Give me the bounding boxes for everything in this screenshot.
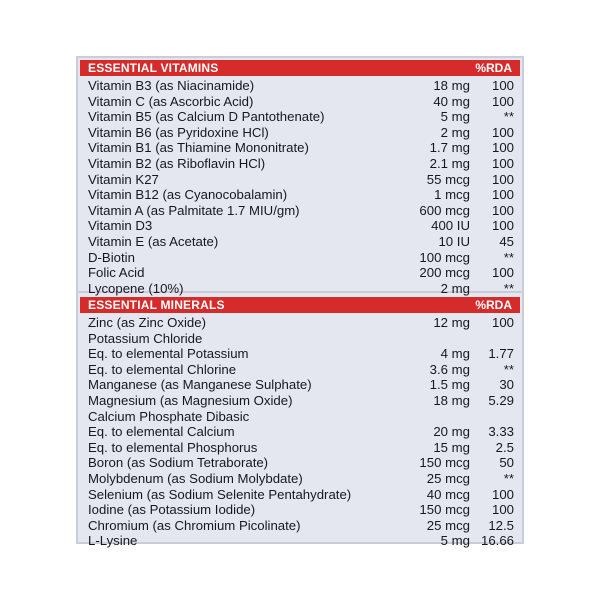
- nutrient-amount: 20 mg: [433, 424, 470, 440]
- table-row: [80, 218, 520, 234]
- nutrient-name: L-Lysine: [88, 533, 138, 549]
- nutrient-name: Vitamin A (as Palmitate 1.7 MIU/gm): [88, 202, 300, 218]
- nutrient-name: Vitamin B5 (as Calcium D Pantothenate): [88, 109, 325, 125]
- nutrient-rda: **: [503, 109, 514, 125]
- nutrient-rda: 100: [491, 218, 514, 234]
- table-row: [80, 440, 520, 456]
- nutrient-amount: 400 IU: [431, 218, 470, 234]
- table-row: [80, 203, 520, 219]
- minerals-rda-header: %RDA: [475, 298, 512, 312]
- table-row: [80, 125, 520, 141]
- vitamins-rows: [80, 78, 520, 296]
- nutrient-amount: 3.6 mg: [429, 361, 470, 377]
- nutrient-rda: 45: [499, 233, 514, 249]
- nutrient-name: Molybdenum (as Sodium Molybdate): [88, 470, 303, 486]
- nutrient-rda: 100: [491, 502, 514, 518]
- vitamins-title: ESSENTIAL VITAMINS: [88, 61, 219, 75]
- table-row: [80, 471, 520, 487]
- nutrient-amount: 55 mcg: [426, 171, 470, 187]
- nutrient-amount: 40 mg: [433, 93, 470, 109]
- nutrient-rda: 1.77: [488, 346, 514, 362]
- minerals-section: [80, 297, 520, 549]
- nutrient-amount: 600 mcg: [419, 202, 470, 218]
- nutrient-rda: 2.5: [495, 439, 514, 455]
- nutrient-name: Calcium Phosphate Dibasic: [88, 408, 250, 424]
- nutrient-rda: 5.29: [488, 392, 514, 408]
- nutrient-name: Eq. to elemental Calcium: [88, 424, 235, 440]
- nutrient-amount: 18 mg: [433, 78, 470, 93]
- table-row: [80, 94, 520, 110]
- table-row: [80, 172, 520, 188]
- nutrient-rda: 100: [491, 486, 514, 502]
- nutrient-name: Vitamin K27: [88, 171, 159, 187]
- nutrient-rda: 30: [499, 377, 514, 393]
- table-row: [80, 393, 520, 409]
- table-row: [80, 78, 520, 94]
- table-row: [80, 331, 520, 347]
- nutrient-rda: 100: [491, 93, 514, 109]
- nutrient-rda: 100: [491, 155, 514, 171]
- nutrient-amount: 4 mg: [440, 346, 470, 362]
- table-row: [80, 455, 520, 471]
- nutrient-name: Boron (as Sodium Tetraborate): [88, 455, 269, 471]
- nutrient-amount: 1.7 mg: [429, 140, 470, 156]
- table-row: [80, 377, 520, 393]
- table-row: [80, 187, 520, 203]
- nutrient-rda: 100: [491, 202, 514, 218]
- nutrient-rda: **: [503, 249, 514, 265]
- nutrient-amount: 100 mcg: [419, 249, 470, 265]
- table-row: [80, 346, 520, 362]
- minerals-rows: [80, 315, 520, 549]
- nutrient-amount: 12 mg: [433, 315, 470, 330]
- nutrient-amount: 2 mg: [440, 124, 470, 140]
- nutrient-amount: 200 mcg: [419, 265, 470, 281]
- nutrient-name: Eq. to elemental Chlorine: [88, 361, 237, 377]
- nutrient-rda: 100: [491, 187, 514, 203]
- nutrient-name: Eq. to elemental Phosphorus: [88, 439, 258, 455]
- nutrient-name: Vitamin B1 (as Thiamine Mononitrate): [88, 140, 309, 156]
- nutrient-rda: **: [503, 470, 514, 486]
- nutrient-name: Vitamin B12 (as Cyanocobalamin): [88, 187, 288, 203]
- nutrient-amount: 40 mcg: [426, 486, 470, 502]
- nutrient-name: D-Biotin: [88, 249, 135, 265]
- nutrient-name: Potassium Chloride: [88, 330, 203, 346]
- table-row: [80, 409, 520, 425]
- nutrient-rda: 100: [491, 265, 514, 281]
- table-row: [80, 109, 520, 125]
- table-row: [80, 362, 520, 378]
- nutrient-name: Vitamin C (as Ascorbic Acid): [88, 93, 254, 109]
- nutrient-amount: 2 mg: [440, 280, 470, 296]
- vitamins-section: [80, 60, 520, 296]
- table-row: [80, 140, 520, 156]
- nutrient-name: Folic Acid: [88, 265, 145, 281]
- nutrient-rda: 12.5: [488, 517, 514, 533]
- table-row: [80, 156, 520, 172]
- nutrient-amount: 1 mcg: [434, 187, 470, 203]
- nutrient-name: Vitamin B2 (as Riboflavin HCl): [88, 155, 266, 171]
- nutrient-name: Zinc (as Zinc Oxide): [88, 315, 206, 330]
- nutrient-name: Magnesium (as Magnesium Oxide): [88, 392, 293, 408]
- nutrient-amount: 15 mg: [433, 439, 470, 455]
- table-row: [80, 518, 520, 534]
- table-row: [80, 502, 520, 518]
- nutrient-rda: 100: [491, 171, 514, 187]
- table-row: [80, 265, 520, 281]
- table-row: [80, 487, 520, 503]
- vitamins-header: [80, 60, 520, 76]
- nutrient-amount: 150 mcg: [419, 502, 470, 518]
- nutrient-name: Manganese (as Manganese Sulphate): [88, 377, 312, 393]
- nutrient-rda: 50: [499, 455, 514, 471]
- nutrient-name: Chromium (as Chromium Picolinate): [88, 517, 301, 533]
- nutrient-name: Iodine (as Potassium Iodide): [88, 502, 256, 518]
- minerals-title: ESSENTIAL MINERALS: [88, 298, 225, 312]
- nutrient-rda: **: [503, 280, 514, 296]
- minerals-header: [80, 297, 520, 313]
- nutrient-name: Eq. to elemental Potassium: [88, 346, 249, 362]
- nutrient-amount: 25 mcg: [426, 517, 470, 533]
- nutrient-rda: **: [503, 361, 514, 377]
- nutrient-name: Vitamin D3: [88, 218, 153, 234]
- vitamins-rda-header: %RDA: [475, 61, 512, 75]
- nutrient-rda: 100: [491, 124, 514, 140]
- nutrient-amount: 150 mcg: [419, 455, 470, 471]
- table-row: [80, 234, 520, 250]
- nutrient-name: Vitamin E (as Acetate): [88, 233, 219, 249]
- nutrient-rda: 100: [491, 315, 514, 330]
- nutrient-name: Selenium (as Sodium Selenite Pentahydrate): [88, 486, 352, 502]
- nutrient-amount: 10 IU: [438, 233, 470, 249]
- table-row: [80, 533, 520, 549]
- nutrient-name: Vitamin B6 (as Pyridoxine HCl): [88, 124, 269, 140]
- nutrient-rda: 100: [491, 140, 514, 156]
- nutrient-amount: 2.1 mg: [429, 155, 470, 171]
- nutrient-amount: 25 mcg: [426, 470, 470, 486]
- nutrient-rda: 100: [491, 78, 514, 93]
- table-row: [80, 315, 520, 331]
- nutrient-amount: 1.5 mg: [429, 377, 470, 393]
- nutrient-amount: 5 mg: [440, 109, 470, 125]
- nutrient-name: Lycopene (10%): [88, 280, 184, 296]
- nutrient-amount: 5 mg: [440, 533, 470, 549]
- nutrient-name: Vitamin B3 (as Niacinamide): [88, 78, 255, 93]
- nutrient-amount: 18 mg: [433, 392, 470, 408]
- nutrient-rda: 16.66: [480, 533, 514, 549]
- nutrient-rda: 3.33: [488, 424, 514, 440]
- table-row: [80, 250, 520, 266]
- table-row: [80, 281, 520, 297]
- table-row: [80, 424, 520, 440]
